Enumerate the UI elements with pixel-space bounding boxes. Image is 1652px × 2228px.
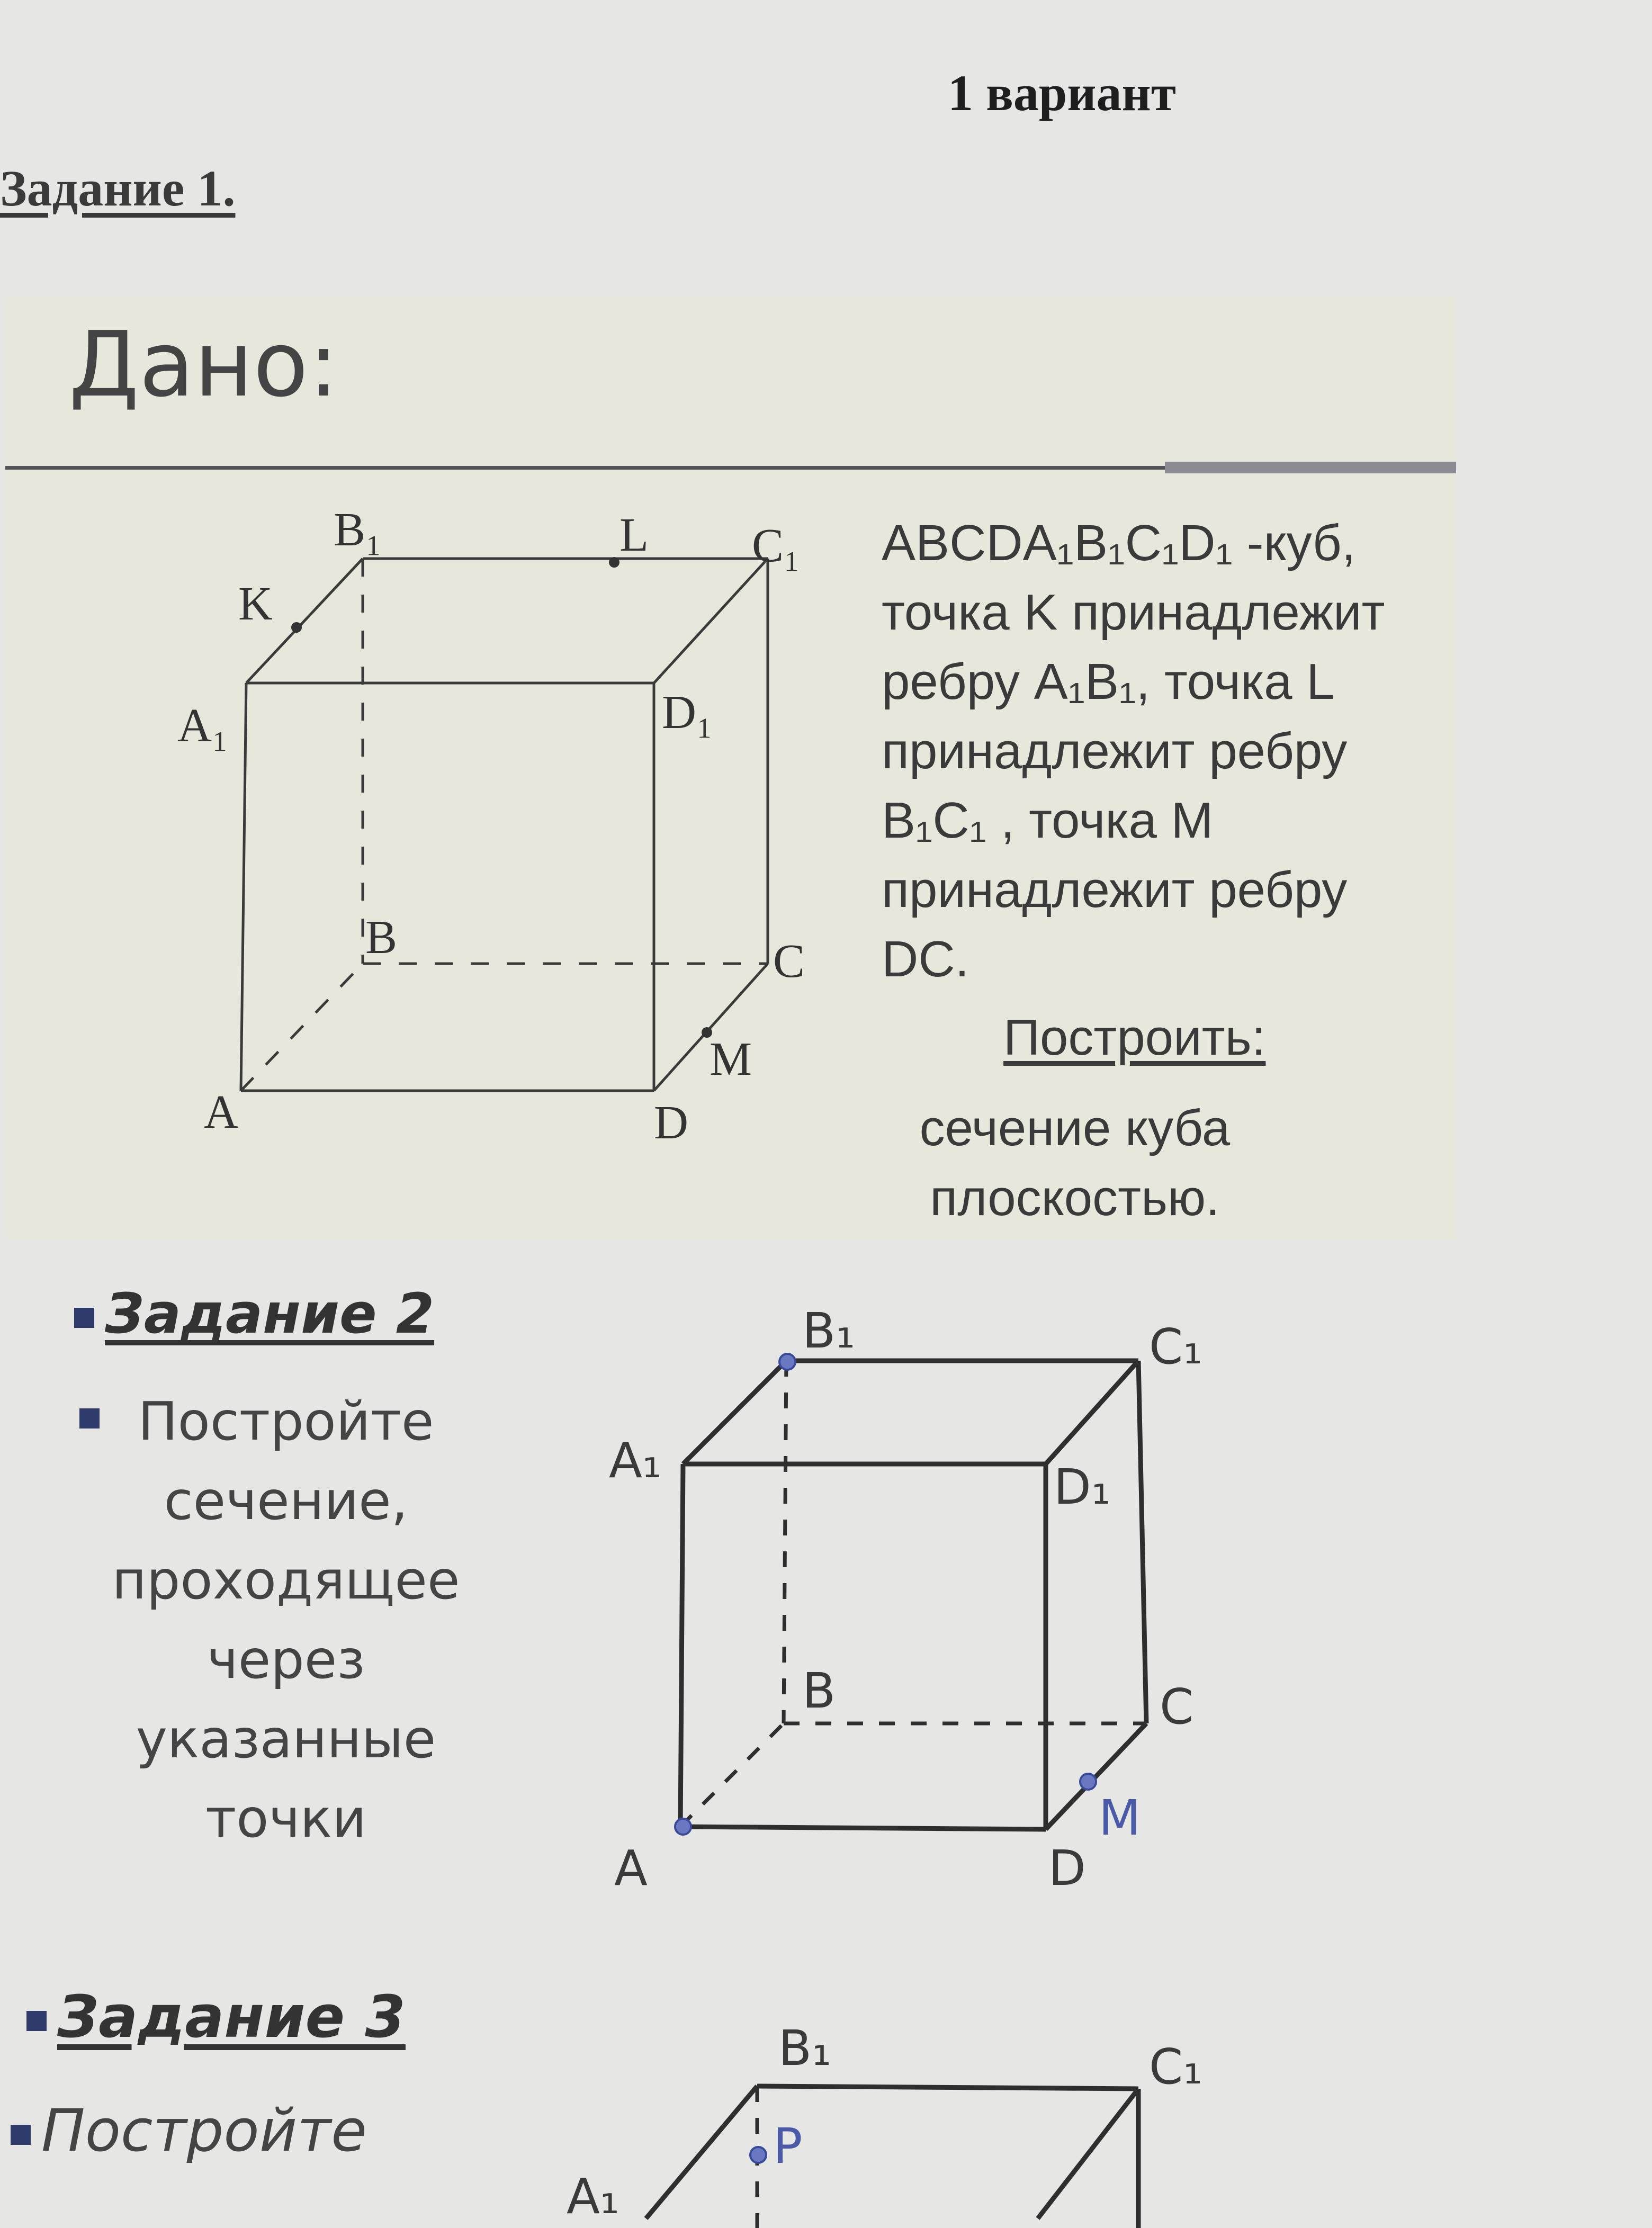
variant-title: 1 вариант [948,65,1177,121]
label-b: B [365,911,398,964]
label-d: D [654,1097,688,1149]
label-b: B [802,1663,836,1719]
task2-line: проходящее [112,1549,460,1611]
label-k: K [238,578,273,630]
label-c1: C₁ [1149,1318,1203,1375]
label-c: C [1160,1678,1194,1735]
point-p [750,2147,766,2163]
given-line: ребру A₁B₁, точка L [882,653,1335,710]
given-line: B₁C₁ , точка M [882,792,1214,849]
task3-heading-text: Задание 3 [57,1983,406,2051]
label-l: L [620,509,649,561]
label-d1: D₁ [662,686,713,739]
given-line: принадлежит ребру [882,861,1348,918]
given-line: точка K принадлежит [882,584,1385,641]
label-a: A [614,1840,648,1897]
label-c1: C₁ [752,519,801,572]
given-line: ABCDA₁B₁C₁D₁ -куб, [882,515,1356,571]
task2-line: через [206,1629,365,1691]
given-line: принадлежит ребру [882,723,1348,779]
task2-line: сечение, [164,1470,408,1532]
build-line: сечение куба [919,1100,1231,1156]
label-m: M [710,1033,752,1085]
edge-b1-c1 [757,2086,1138,2089]
label-m: M [1099,1790,1141,1846]
label-a1: A₁ [567,2168,620,2225]
label-a: A [204,1086,238,1138]
task1-heading: Задание 1. [0,160,236,217]
edge-d1-c1 [1038,2089,1138,2218]
label-d1: D₁ [1054,1459,1111,1515]
build-label: Построить: [1003,1009,1266,1066]
given-line: DC. [882,931,969,987]
label-c1: C₁ [1149,2038,1203,2095]
given-title: Дано: [69,312,339,417]
label-c: C [773,935,805,987]
task3-line: Постройте [41,2097,367,2164]
task2-line: указанные [136,1708,436,1770]
build-line: плоскостью. [930,1170,1220,1226]
edge-a1-b1 [646,2086,757,2218]
label-a1: A₁ [609,1432,662,1489]
label-b1: B₁ [802,1302,855,1359]
task2-line: Постройте [138,1390,434,1452]
task2-heading-text: Задание 2 [105,1281,435,1346]
label-d: D [1048,1840,1086,1897]
label-p: P [773,2118,803,2175]
task2-line: точки [205,1787,366,1849]
label-a1: A₁ [177,699,229,752]
label-b1: B₁ [778,2020,831,2077]
label-b1: B₁ [334,504,382,556]
